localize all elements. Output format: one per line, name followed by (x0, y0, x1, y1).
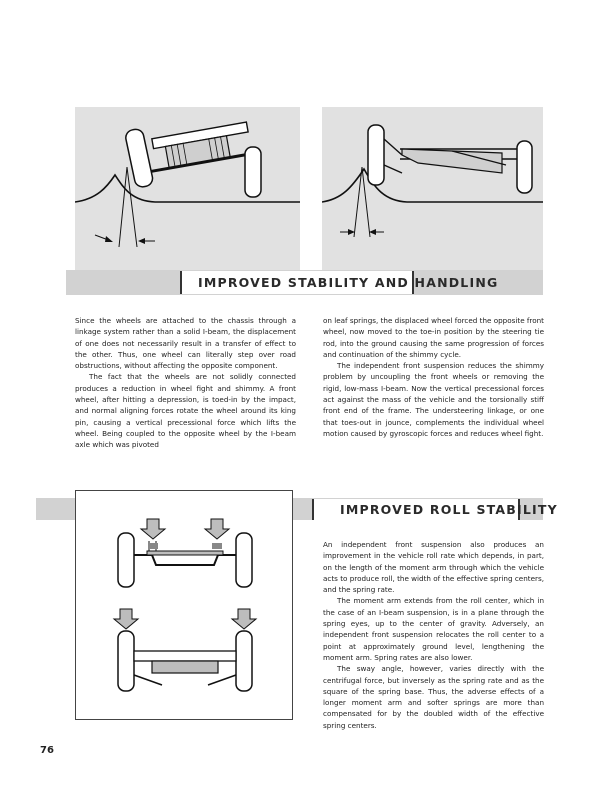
roll-paragraph: An independent front suspension also produces an improvement in the vehicle roll rate which depends, in part, on the length of the moment arm through which the vehicle acts to produce roll, the width of the effective spring centers, and the spring rate. (323, 540, 544, 595)
ibeam-wheel-fight-illustration (75, 107, 300, 270)
stability-paragraph: The fact that the wheels are not solidly connected produces a reduction in wheel fight and shimmy. A front wheel, after hitting a depression, is toed-in by the impact, and normal aligning forces rotate the wheel around its king pin, causing a vertical precessional force which lifts the wheel. Being coupled to the opposite wheel by the I-beam axle which was pivoted (75, 372, 296, 450)
roll-stability-illustration (76, 491, 294, 721)
figure-roll-stability (75, 490, 293, 720)
roll-stability-column (323, 539, 544, 731)
stability-paragraph: Since the wheels are attached to the chassis through a linkage system rather than a solid I-beam, the displacement of one does not necessarily result in a transfer of effect to the other. Thus, one wheel can literally step over road obstructions, without affecting the opposite component. (75, 316, 296, 371)
roll-paragraph: The moment arm extends from the roll center, which in the case of an I-beam suspension, is in a plane through the spring eyes, up to the center of gravity. Adversely, an independent front suspension relocates the roll center to a point at approximately ground level, lengthening the moment arm. Spring rates are also lower. (323, 596, 544, 662)
independent-suspension-illustration (322, 107, 543, 270)
heading-roll-stability: IMPROVED ROLL STABILITY (312, 499, 520, 520)
figure-independent-suspension (322, 107, 543, 270)
page-number: 76 (40, 745, 54, 756)
stability-column-left (75, 315, 296, 451)
roll-paragraph: The sway angle, however, varies directly with the centrifugal force, but inversely as the spring rate and as the square of the spring base. Thus, the adverse effects of a longer moment arm and softer springs are more than compensated for by the doubled width of the effective spring centers. (323, 664, 544, 730)
heading-stability-handling: IMPROVED STABILITY AND HANDLING (180, 271, 414, 294)
figure-ibeam-wheel-fight (75, 107, 300, 270)
stability-paragraph: on leaf springs, the displaced wheel forced the opposite front wheel, now moved to the toe-in position by the steering tie rod, into the ground causing the same progression of forces and continuation of the shimmy cycle. (323, 316, 545, 359)
stability-column-right (323, 315, 544, 439)
stability-paragraph: The independent front suspension reduces the shimmy problem by uncoupling the front wheels or removing the rigid, low-mass I-beam. Now the vertical precessional forces act against the mass of the vehicle and the torsionally stiff front end of the frame. The understeering linkage, or one that toes-out in jounce, complements the individual wheel motion caused by gyroscopic forces and reduces wheel fight. (323, 361, 544, 438)
